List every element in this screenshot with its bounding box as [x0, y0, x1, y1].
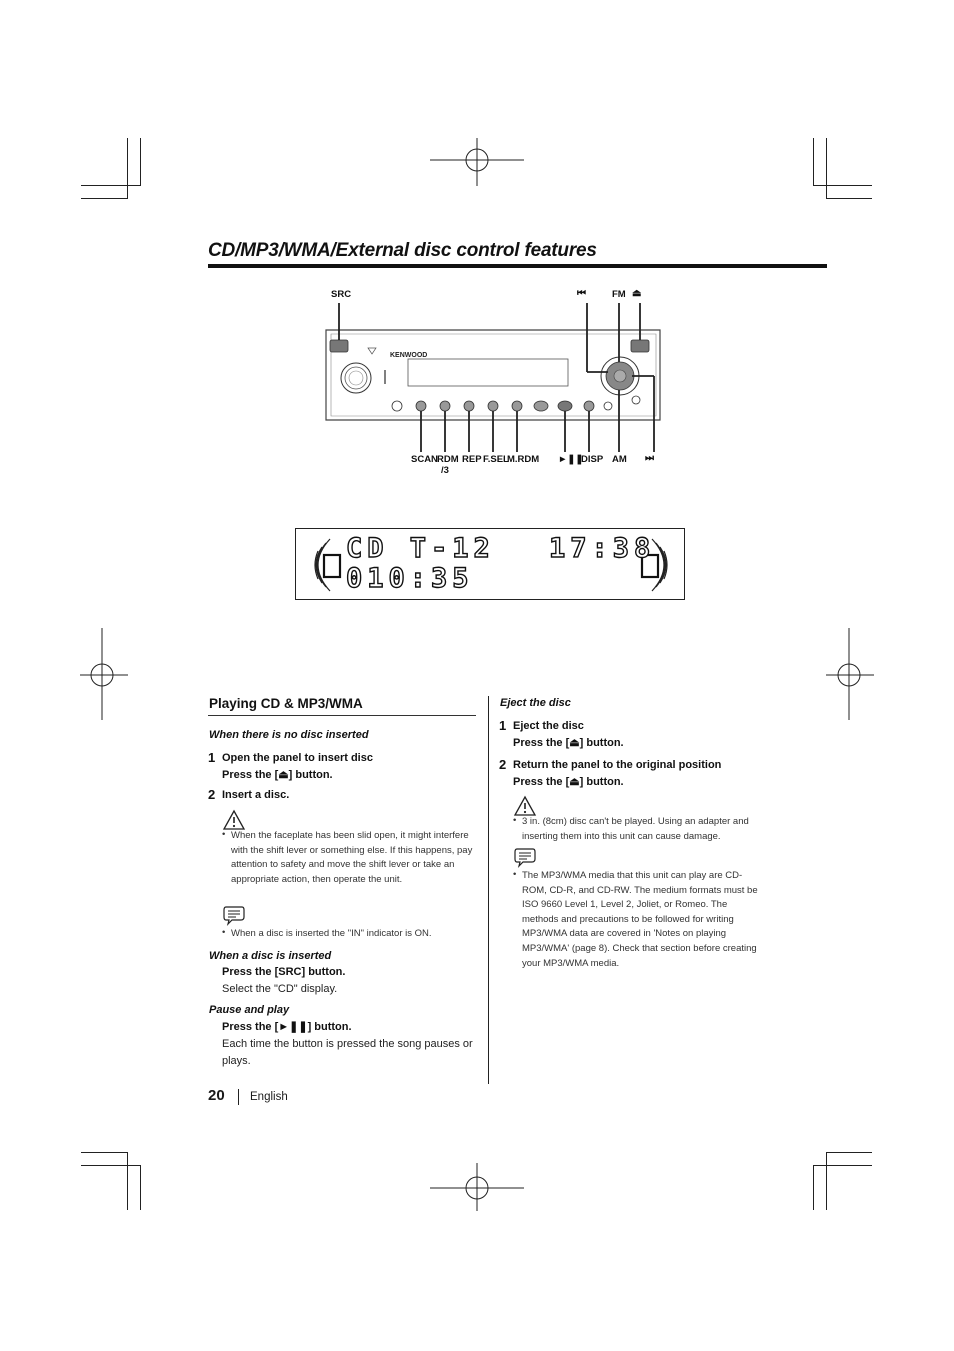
- page-number: 20: [208, 1087, 225, 1104]
- step-number: 2: [208, 787, 216, 802]
- subhead-pause-play: Pause and play: [209, 1004, 290, 1016]
- bullet: •: [513, 869, 517, 880]
- label-mrdm: M.RDM: [507, 454, 540, 465]
- label-rdm-sub: /3: [441, 465, 449, 476]
- page-title: CD/MP3/WMA/External disc control features: [208, 240, 597, 261]
- step-detail: Press the [⏏] button.: [222, 769, 333, 781]
- bullet: •: [222, 829, 226, 840]
- registration-target-bottom: [430, 1163, 524, 1211]
- step-title: Eject the disc: [513, 720, 584, 732]
- label-rep: REP: [462, 454, 482, 465]
- disc-indicator-left: [300, 535, 350, 595]
- label-rdm: RDM: [437, 454, 459, 465]
- registration-target-left: [80, 628, 128, 720]
- label-am: AM: [612, 454, 627, 465]
- label-fm: FM: [612, 289, 626, 300]
- bullet: •: [513, 815, 517, 826]
- label-src: SRC: [331, 289, 352, 300]
- svg-text:KENWOOD: KENWOOD: [390, 352, 428, 359]
- language-label: English: [250, 1091, 288, 1103]
- page-number-divider: [238, 1089, 239, 1105]
- lcd-display: [295, 528, 685, 600]
- label-fsel: F.SEL: [483, 454, 509, 465]
- section-heading: Playing CD & MP3/WMA: [209, 696, 363, 711]
- section-rule: [208, 715, 476, 716]
- caution-icon: [222, 809, 246, 831]
- step-detail: Select the "CD" display.: [222, 983, 338, 995]
- lcd-line1-left: CD T-12: [346, 533, 495, 564]
- subhead-disc-inserted: When a disc is inserted: [209, 950, 332, 962]
- label-scan: SCAN: [411, 454, 438, 465]
- step-number: 2: [499, 757, 507, 772]
- label-eject: ⏏: [632, 288, 642, 299]
- note-text: The MP3/WMA media that this unit can play are CD-ROM, CD-R, and CD-RW. The medium formats must be ISO 9660 Level 1, Level 2, Joliet, or Romeo. The methods and precautions to be followed for writing MP3/WMA data are covered in 'Notes on playing MP3/WMA' (page 8). Check that section before creating your MP3/WMA media.: [522, 870, 758, 969]
- registration-target-top: [430, 138, 524, 186]
- subhead-no-disc: When there is no disc inserted: [209, 729, 369, 741]
- caution-text: 3 in. (8cm) disc can't be played. Using an adapter and inserting them into this unit can cause damage.: [522, 816, 749, 842]
- step-title: Insert a disc.: [222, 789, 290, 801]
- label-play-pause: ►❚❚: [558, 454, 584, 465]
- label-disp: DISP: [581, 454, 604, 465]
- step-title: Open the panel to insert disc: [222, 752, 373, 764]
- caution-text: When the faceplate has been slid open, it might interfere with the shift lever or something else. If this happens, pay attention to safety and move the shift lever or take an appropriate action, then operate the unit.: [231, 830, 473, 885]
- bullet: •: [222, 927, 226, 938]
- step-title: Press the [SRC] button.: [222, 966, 346, 978]
- caution-icon: [513, 795, 537, 817]
- lcd-line2: 010:35: [346, 563, 474, 594]
- note-text: When a disc is inserted the "IN" indicator is ON.: [231, 928, 432, 939]
- lcd-line1-right: 17:38: [549, 533, 656, 564]
- note-icon: [222, 904, 246, 926]
- subhead-eject: Eject the disc: [500, 697, 571, 709]
- step-title: Return the panel to the original position: [513, 759, 722, 771]
- label-prev: ⏮: [577, 288, 586, 299]
- label-next: ⏭: [645, 453, 654, 464]
- column-divider: [488, 696, 489, 1084]
- faceplate-drawing: [318, 300, 668, 470]
- registration-target-right: [826, 628, 874, 720]
- step-title: Press the [►❚❚] button.: [222, 1021, 352, 1033]
- step-detail: Press the [⏏] button.: [513, 737, 624, 749]
- step-detail: Press the [⏏] button.: [513, 776, 624, 788]
- note-icon: [513, 846, 537, 868]
- step-number: 1: [208, 750, 216, 765]
- step-detail: Each time the button is pressed the song pauses or plays.: [222, 1038, 473, 1067]
- step-number: 1: [499, 718, 507, 733]
- title-rule: [208, 264, 827, 268]
